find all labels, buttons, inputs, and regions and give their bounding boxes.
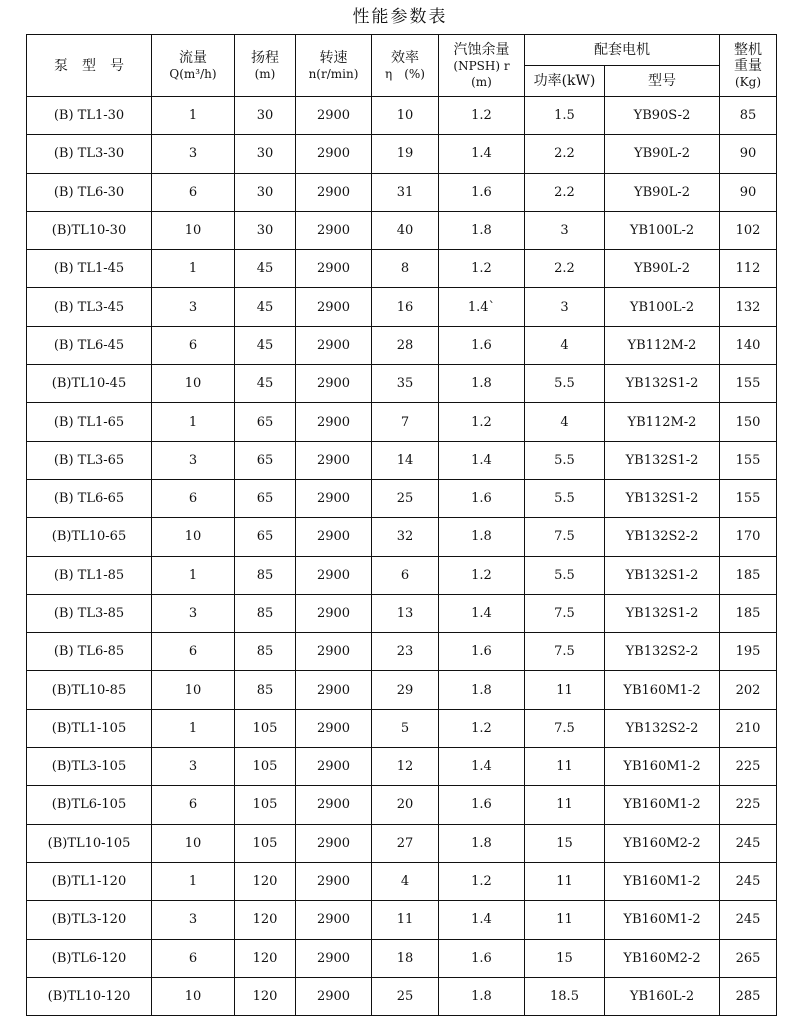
flow-cell: 10 (152, 365, 235, 403)
head-cell: 120 (235, 862, 296, 900)
table-row (27, 135, 777, 173)
efficiency-cell: 28 (372, 326, 439, 364)
npsh-cell: 1.2 (439, 556, 525, 594)
table-row (27, 594, 777, 632)
speed-cell: 2900 (296, 365, 372, 403)
motor-power-cell: 5.5 (525, 441, 605, 479)
npsh-cell: 1.6 (439, 173, 525, 211)
speed-cell: 2900 (296, 977, 372, 1015)
head-cell: 45 (235, 326, 296, 364)
motor-power-cell: 11 (525, 862, 605, 900)
speed-cell: 2900 (296, 173, 372, 211)
model-cell: (B) TL1-45 (27, 250, 152, 288)
npsh-cell: 1.6 (439, 479, 525, 517)
npsh-cell: 1.8 (439, 977, 525, 1015)
model-cell: (B)TL3-105 (27, 748, 152, 786)
motor-model-cell: YB160L-2 (605, 977, 720, 1015)
npsh-cell: 1.4` (439, 288, 525, 326)
motor-power-cell: 5.5 (525, 365, 605, 403)
table-row (27, 250, 777, 288)
weight-cell: 265 (720, 939, 777, 977)
efficiency-cell: 35 (372, 365, 439, 403)
efficiency-cell: 23 (372, 633, 439, 671)
speed-cell: 2900 (296, 748, 372, 786)
weight-cell: 245 (720, 824, 777, 862)
motor-model-cell: YB132S2-2 (605, 518, 720, 556)
motor-power-cell: 11 (525, 786, 605, 824)
npsh-cell: 1.4 (439, 594, 525, 632)
speed-cell: 2900 (296, 441, 372, 479)
motor-model-cell: YB90S-2 (605, 97, 720, 135)
head-cell: 30 (235, 211, 296, 249)
efficiency-cell: 16 (372, 288, 439, 326)
motor-model-cell: YB132S2-2 (605, 709, 720, 747)
efficiency-cell: 5 (372, 709, 439, 747)
motor-model-cell: YB90L-2 (605, 135, 720, 173)
header-motor-model: 型号 (605, 66, 720, 97)
head-cell: 30 (235, 97, 296, 135)
motor-model-cell: YB100L-2 (605, 288, 720, 326)
efficiency-cell: 11 (372, 901, 439, 939)
flow-cell: 1 (152, 556, 235, 594)
motor-power-cell: 7.5 (525, 594, 605, 632)
motor-power-cell: 11 (525, 901, 605, 939)
table-row (27, 403, 777, 441)
flow-cell: 3 (152, 748, 235, 786)
speed-cell: 2900 (296, 97, 372, 135)
table-row (27, 479, 777, 517)
weight-cell: 170 (720, 518, 777, 556)
table-body (27, 97, 777, 1016)
model-cell: (B) TL3-65 (27, 441, 152, 479)
npsh-cell: 1.8 (439, 671, 525, 709)
npsh-cell: 1.2 (439, 403, 525, 441)
table-row (27, 556, 777, 594)
flow-cell: 1 (152, 709, 235, 747)
model-cell: (B)TL10-85 (27, 671, 152, 709)
head-cell: 45 (235, 250, 296, 288)
table-row (27, 518, 777, 556)
weight-cell: 245 (720, 901, 777, 939)
flow-cell: 3 (152, 594, 235, 632)
motor-power-cell: 2.2 (525, 135, 605, 173)
motor-model-cell: YB90L-2 (605, 173, 720, 211)
head-cell: 105 (235, 786, 296, 824)
efficiency-cell: 13 (372, 594, 439, 632)
header-motor-power: 功率(kW) (525, 66, 605, 97)
weight-cell: 102 (720, 211, 777, 249)
model-cell: (B) TL6-65 (27, 479, 152, 517)
motor-power-cell: 7.5 (525, 518, 605, 556)
model-cell: (B) TL3-85 (27, 594, 152, 632)
efficiency-cell: 6 (372, 556, 439, 594)
flow-cell: 1 (152, 403, 235, 441)
motor-power-cell: 5.5 (525, 479, 605, 517)
table-row (27, 977, 777, 1015)
npsh-cell: 1.4 (439, 135, 525, 173)
speed-cell: 2900 (296, 633, 372, 671)
speed-cell: 2900 (296, 518, 372, 556)
motor-model-cell: YB160M1-2 (605, 786, 720, 824)
motor-model-cell: YB132S1-2 (605, 479, 720, 517)
head-cell: 85 (235, 594, 296, 632)
model-cell: (B) TL6-30 (27, 173, 152, 211)
efficiency-cell: 32 (372, 518, 439, 556)
flow-cell: 10 (152, 671, 235, 709)
efficiency-cell: 20 (372, 786, 439, 824)
head-cell: 120 (235, 977, 296, 1015)
weight-cell: 140 (720, 326, 777, 364)
page-title: 性能参数表 (352, 7, 448, 27)
table-row (27, 786, 777, 824)
motor-power-cell: 11 (525, 748, 605, 786)
head-cell: 120 (235, 901, 296, 939)
flow-cell: 6 (152, 326, 235, 364)
weight-cell: 155 (720, 479, 777, 517)
model-cell: (B) TL3-45 (27, 288, 152, 326)
efficiency-cell: 10 (372, 97, 439, 135)
motor-power-cell: 3 (525, 288, 605, 326)
header-model: 泵 型 号 (27, 35, 152, 97)
table-row (27, 326, 777, 364)
speed-cell: 2900 (296, 288, 372, 326)
speed-cell: 2900 (296, 479, 372, 517)
efficiency-cell: 31 (372, 173, 439, 211)
head-cell: 120 (235, 939, 296, 977)
head-cell: 30 (235, 173, 296, 211)
flow-cell: 6 (152, 786, 235, 824)
motor-model-cell: YB160M2-2 (605, 939, 720, 977)
motor-model-cell: YB160M1-2 (605, 671, 720, 709)
speed-cell: 2900 (296, 939, 372, 977)
weight-cell: 112 (720, 250, 777, 288)
npsh-cell: 1.8 (439, 365, 525, 403)
model-cell: (B)TL1-105 (27, 709, 152, 747)
model-cell: (B)TL3-120 (27, 901, 152, 939)
speed-cell: 2900 (296, 556, 372, 594)
header-flow: 流量 Q(m³/h) (152, 35, 235, 97)
npsh-cell: 1.6 (439, 326, 525, 364)
flow-cell: 1 (152, 250, 235, 288)
motor-power-cell: 1.5 (525, 97, 605, 135)
weight-cell: 245 (720, 862, 777, 900)
npsh-cell: 1.8 (439, 518, 525, 556)
head-cell: 65 (235, 518, 296, 556)
motor-model-cell: YB100L-2 (605, 211, 720, 249)
motor-model-cell: YB90L-2 (605, 250, 720, 288)
npsh-cell: 1.4 (439, 748, 525, 786)
table-row (27, 365, 777, 403)
table-row (27, 748, 777, 786)
speed-cell: 2900 (296, 709, 372, 747)
motor-power-cell: 15 (525, 939, 605, 977)
model-cell: (B)TL10-45 (27, 365, 152, 403)
motor-model-cell: YB160M1-2 (605, 901, 720, 939)
motor-model-cell: YB132S1-2 (605, 594, 720, 632)
model-cell: (B)TL6-105 (27, 786, 152, 824)
npsh-cell: 1.6 (439, 939, 525, 977)
weight-cell: 155 (720, 441, 777, 479)
motor-power-cell: 11 (525, 671, 605, 709)
table-row (27, 633, 777, 671)
model-cell: (B) TL1-85 (27, 556, 152, 594)
table-row (27, 97, 777, 135)
header-efficiency: 效率 η (%) (372, 35, 439, 97)
header-npsh: 汽蚀余量 (NPSH) r (m) (439, 35, 525, 97)
npsh-cell: 1.2 (439, 709, 525, 747)
table-row (27, 824, 777, 862)
model-cell: (B)TL10-105 (27, 824, 152, 862)
model-cell: (B)TL10-65 (27, 518, 152, 556)
head-cell: 65 (235, 403, 296, 441)
efficiency-cell: 12 (372, 748, 439, 786)
motor-model-cell: YB112M-2 (605, 326, 720, 364)
motor-power-cell: 3 (525, 211, 605, 249)
flow-cell: 6 (152, 939, 235, 977)
motor-power-cell: 5.5 (525, 556, 605, 594)
model-cell: (B) TL3-30 (27, 135, 152, 173)
table-row (27, 173, 777, 211)
npsh-cell: 1.2 (439, 250, 525, 288)
speed-cell: 2900 (296, 901, 372, 939)
npsh-cell: 1.8 (439, 211, 525, 249)
model-cell: (B)TL10-30 (27, 211, 152, 249)
motor-power-cell: 2.2 (525, 250, 605, 288)
model-cell: (B)TL6-120 (27, 939, 152, 977)
flow-cell: 6 (152, 173, 235, 211)
table-row (27, 709, 777, 747)
motor-model-cell: YB132S2-2 (605, 633, 720, 671)
head-cell: 45 (235, 365, 296, 403)
head-cell: 105 (235, 709, 296, 747)
table-row (27, 862, 777, 900)
model-cell: (B) TL1-65 (27, 403, 152, 441)
efficiency-cell: 8 (372, 250, 439, 288)
flow-cell: 10 (152, 824, 235, 862)
npsh-cell: 1.2 (439, 862, 525, 900)
efficiency-cell: 7 (372, 403, 439, 441)
flow-cell: 10 (152, 518, 235, 556)
motor-power-cell: 7.5 (525, 709, 605, 747)
header-speed: 转速 n(r/min) (296, 35, 372, 97)
table-row (27, 939, 777, 977)
table-row (27, 671, 777, 709)
flow-cell: 3 (152, 441, 235, 479)
weight-cell: 150 (720, 403, 777, 441)
motor-model-cell: YB132S1-2 (605, 441, 720, 479)
motor-power-cell: 4 (525, 326, 605, 364)
efficiency-cell: 29 (372, 671, 439, 709)
flow-cell: 3 (152, 135, 235, 173)
speed-cell: 2900 (296, 326, 372, 364)
flow-cell: 1 (152, 862, 235, 900)
flow-cell: 10 (152, 977, 235, 1015)
model-cell: (B) TL6-45 (27, 326, 152, 364)
weight-cell: 225 (720, 748, 777, 786)
motor-model-cell: YB160M1-2 (605, 748, 720, 786)
motor-power-cell: 4 (525, 403, 605, 441)
npsh-cell: 1.8 (439, 824, 525, 862)
head-cell: 85 (235, 671, 296, 709)
flow-cell: 6 (152, 479, 235, 517)
efficiency-cell: 27 (372, 824, 439, 862)
flow-cell: 10 (152, 211, 235, 249)
efficiency-cell: 19 (372, 135, 439, 173)
efficiency-cell: 40 (372, 211, 439, 249)
header-head: 扬程 (m) (235, 35, 296, 97)
motor-power-cell: 15 (525, 824, 605, 862)
head-cell: 30 (235, 135, 296, 173)
flow-cell: 3 (152, 901, 235, 939)
speed-cell: 2900 (296, 135, 372, 173)
npsh-cell: 1.4 (439, 901, 525, 939)
speed-cell: 2900 (296, 824, 372, 862)
weight-cell: 195 (720, 633, 777, 671)
motor-model-cell: YB132S1-2 (605, 365, 720, 403)
head-cell: 105 (235, 824, 296, 862)
weight-cell: 132 (720, 288, 777, 326)
speed-cell: 2900 (296, 862, 372, 900)
weight-cell: 202 (720, 671, 777, 709)
speed-cell: 2900 (296, 250, 372, 288)
table-row (27, 288, 777, 326)
weight-cell: 210 (720, 709, 777, 747)
head-cell: 65 (235, 479, 296, 517)
efficiency-cell: 18 (372, 939, 439, 977)
motor-model-cell: YB132S1-2 (605, 556, 720, 594)
model-cell: (B)TL10-120 (27, 977, 152, 1015)
motor-power-cell: 18.5 (525, 977, 605, 1015)
model-cell: (B) TL6-85 (27, 633, 152, 671)
weight-cell: 90 (720, 173, 777, 211)
weight-cell: 285 (720, 977, 777, 1015)
model-cell: (B)TL1-120 (27, 862, 152, 900)
motor-power-cell: 7.5 (525, 633, 605, 671)
header-motor: 配套电机 (525, 35, 720, 66)
speed-cell: 2900 (296, 671, 372, 709)
speed-cell: 2900 (296, 211, 372, 249)
motor-model-cell: YB160M2-2 (605, 824, 720, 862)
motor-power-cell: 2.2 (525, 173, 605, 211)
flow-cell: 6 (152, 633, 235, 671)
speed-cell: 2900 (296, 594, 372, 632)
weight-cell: 225 (720, 786, 777, 824)
table-row (27, 211, 777, 249)
flow-cell: 1 (152, 97, 235, 135)
flow-cell: 3 (152, 288, 235, 326)
efficiency-cell: 25 (372, 977, 439, 1015)
head-cell: 85 (235, 633, 296, 671)
motor-model-cell: YB112M-2 (605, 403, 720, 441)
weight-cell: 185 (720, 594, 777, 632)
head-cell: 85 (235, 556, 296, 594)
head-cell: 65 (235, 441, 296, 479)
weight-cell: 85 (720, 97, 777, 135)
performance-table (26, 34, 777, 1016)
head-cell: 105 (235, 748, 296, 786)
npsh-cell: 1.2 (439, 97, 525, 135)
weight-cell: 185 (720, 556, 777, 594)
speed-cell: 2900 (296, 786, 372, 824)
table-row (27, 441, 777, 479)
motor-model-cell: YB160M1-2 (605, 862, 720, 900)
head-cell: 45 (235, 288, 296, 326)
efficiency-cell: 14 (372, 441, 439, 479)
weight-cell: 155 (720, 365, 777, 403)
npsh-cell: 1.6 (439, 786, 525, 824)
speed-cell: 2900 (296, 403, 372, 441)
weight-cell: 90 (720, 135, 777, 173)
efficiency-cell: 25 (372, 479, 439, 517)
efficiency-cell: 4 (372, 862, 439, 900)
npsh-cell: 1.6 (439, 633, 525, 671)
npsh-cell: 1.4 (439, 441, 525, 479)
model-cell: (B) TL1-30 (27, 97, 152, 135)
header-weight: 整机 重量 (Kg) (720, 35, 777, 97)
table-row (27, 901, 777, 939)
